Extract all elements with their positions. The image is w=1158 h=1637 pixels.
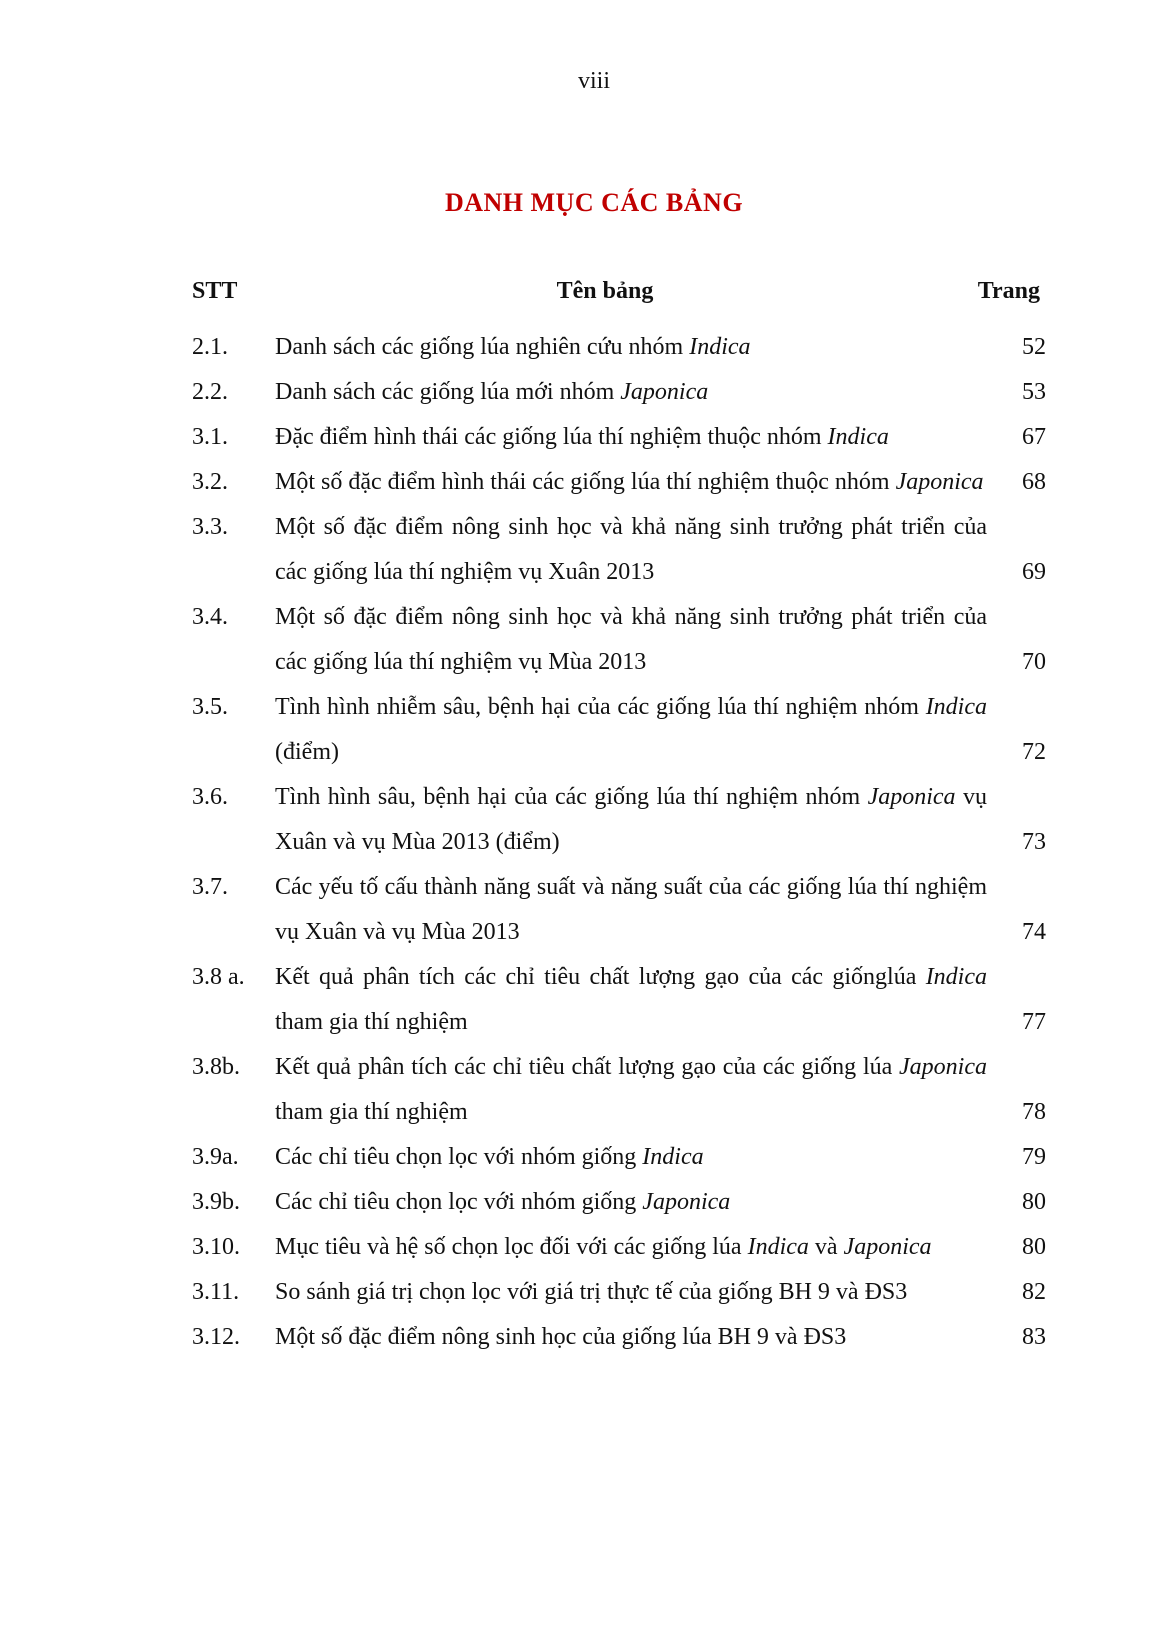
row-title (275, 1315, 987, 1360)
table-row (0, 460, 1158, 505)
row-page: 52 (1022, 334, 1046, 360)
table-list (0, 325, 1158, 1360)
table-header (0, 278, 1158, 308)
row-page: 73 (1022, 829, 1046, 855)
row-title-text: Tình hình nhiễm sâu, bệnh hại của các giống lúa thí nghiệm nhóm (275, 694, 926, 720)
row-title-text: tham gia thí nghiệm (275, 1009, 468, 1035)
table-row (0, 775, 1158, 865)
row-title-text: Mục tiêu và hệ số chọn lọc đối với các giống lúa (275, 1234, 748, 1260)
row-title-italic: Indica (827, 424, 889, 450)
row-page: 80 (1022, 1234, 1046, 1260)
row-stt: 3.10. (192, 1234, 240, 1260)
row-title (275, 1180, 987, 1225)
row-title (275, 685, 987, 775)
row-title-text: So sánh giá trị chọn lọc với giá trị thực tế của giống BH 9 và ĐS3 (275, 1279, 908, 1305)
row-title-italic: Indica (642, 1144, 704, 1170)
row-title (275, 595, 987, 685)
row-title-text: Một số đặc điểm hình thái các giống lúa thí nghiệm thuộc nhóm (275, 469, 896, 495)
row-stt: 3.5. (192, 694, 228, 720)
row-stt: 3.4. (192, 604, 228, 630)
row-stt: 3.11. (192, 1279, 240, 1305)
row-page: 82 (1022, 1279, 1046, 1305)
row-title-text: tham gia thí nghiệm (275, 1099, 468, 1125)
row-page: 53 (1022, 379, 1046, 405)
page-number: viii (577, 68, 610, 94)
row-title-italic: Japonica (843, 1234, 932, 1260)
row-title-text: Một số đặc điểm nông sinh học của giống lúa BH 9 và ĐS3 (275, 1324, 847, 1350)
table-row (0, 1315, 1158, 1360)
header-name: Tên bảng (556, 278, 654, 304)
row-stt: 3.7. (192, 874, 228, 900)
row-title-text: Các chỉ tiêu chọn lọc với nhóm giống (275, 1144, 643, 1170)
page-title: DANH MỤC CÁC BẢNG (444, 188, 744, 217)
row-page: 74 (1022, 919, 1046, 945)
table-row (0, 1135, 1158, 1180)
row-stt: 3.9b. (192, 1189, 240, 1215)
row-page: 69 (1022, 559, 1046, 585)
row-stt: 3.8b. (192, 1054, 240, 1080)
row-title (275, 1270, 987, 1315)
row-stt: 2.2. (192, 379, 228, 405)
row-title (275, 325, 987, 370)
row-stt: 3.9a. (192, 1144, 239, 1170)
row-title (275, 415, 987, 460)
row-title-text: Kết quả phân tích các chỉ tiêu chất lượng gạo của các giốnglúa (275, 964, 926, 990)
row-title-italic: Japonica (620, 379, 709, 405)
row-page: 68 (1022, 469, 1046, 495)
row-page: 78 (1022, 1099, 1046, 1125)
row-title-text: Các chỉ tiêu chọn lọc với nhóm giống (275, 1189, 643, 1215)
row-title-text: Một số đặc điểm nông sinh học và khả năng sinh trưởng phát triển của các giống lúa thí nghiệm vụ Mùa 2013 (275, 604, 987, 675)
row-stt: 3.12. (192, 1324, 240, 1350)
row-title-text: Kết quả phân tích các chỉ tiêu chất lượng gạo của các giống lúa (275, 1054, 900, 1080)
row-title-italic: Japonica (899, 1054, 987, 1080)
table-row (0, 505, 1158, 595)
row-stt: 3.6. (192, 784, 228, 810)
row-title (275, 370, 987, 415)
row-title (275, 460, 987, 505)
row-title (275, 865, 987, 955)
table-row (0, 1045, 1158, 1135)
table-row (0, 955, 1158, 1045)
row-title-italic: Japonica (867, 784, 956, 810)
row-title-text: (điểm) (275, 739, 339, 765)
row-title (275, 1135, 987, 1180)
row-title-text: Đặc điểm hình thái các giống lúa thí nghiệm thuộc nhóm (275, 424, 828, 450)
row-stt: 3.1. (192, 424, 228, 450)
row-title-italic: Indica (925, 964, 987, 990)
row-title-text: Tình hình sâu, bệnh hại của các giống lúa thí nghiệm nhóm (275, 784, 868, 810)
row-page: 72 (1022, 739, 1046, 765)
row-title-italic: Indica (689, 334, 751, 360)
table-row (0, 685, 1158, 775)
row-title-italic: Indica (747, 1234, 809, 1260)
row-title (275, 955, 987, 1045)
table-row (0, 865, 1158, 955)
row-title (275, 1225, 987, 1270)
table-row (0, 370, 1158, 415)
row-title-italic: Japonica (642, 1189, 731, 1215)
table-row (0, 1180, 1158, 1225)
row-page: 79 (1022, 1144, 1046, 1170)
row-page: 80 (1022, 1189, 1046, 1215)
row-title-italic: Japonica (895, 469, 984, 495)
row-title-text: vụ Xuân và vụ Mùa 2013 (điểm) (275, 784, 988, 855)
row-title-text: và (808, 1234, 844, 1260)
table-row (0, 595, 1158, 685)
row-stt: 3.3. (192, 514, 228, 540)
row-title-text: Danh sách các giống lúa nghiên cứu nhóm (275, 334, 690, 360)
row-title-text: Các yếu tố cấu thành năng suất và năng suất của các giống lúa thí nghiệm vụ Xuân và vụ Mùa 2013 (275, 874, 987, 945)
row-page: 77 (1022, 1009, 1046, 1035)
table-row (0, 415, 1158, 460)
row-title-italic: Indica (925, 694, 987, 720)
header-page: Trang (977, 278, 1040, 304)
table-row (0, 1225, 1158, 1270)
row-page: 67 (1022, 424, 1046, 450)
table-row (0, 1270, 1158, 1315)
row-stt: 3.8 a. (192, 964, 245, 990)
row-page: 83 (1022, 1324, 1046, 1350)
row-stt: 3.2. (192, 469, 228, 495)
table-row (0, 325, 1158, 370)
row-stt: 2.1. (192, 334, 228, 360)
row-page: 70 (1022, 649, 1046, 675)
row-title (275, 505, 987, 595)
row-title-text: Danh sách các giống lúa mới nhóm (275, 379, 621, 405)
header-stt: STT (192, 278, 238, 304)
row-title (275, 1045, 987, 1135)
row-title-text: Một số đặc điểm nông sinh học và khả năng sinh trưởng phát triển của các giống lúa thí nghiệm vụ Xuân 2013 (275, 514, 987, 585)
row-title (275, 775, 987, 865)
